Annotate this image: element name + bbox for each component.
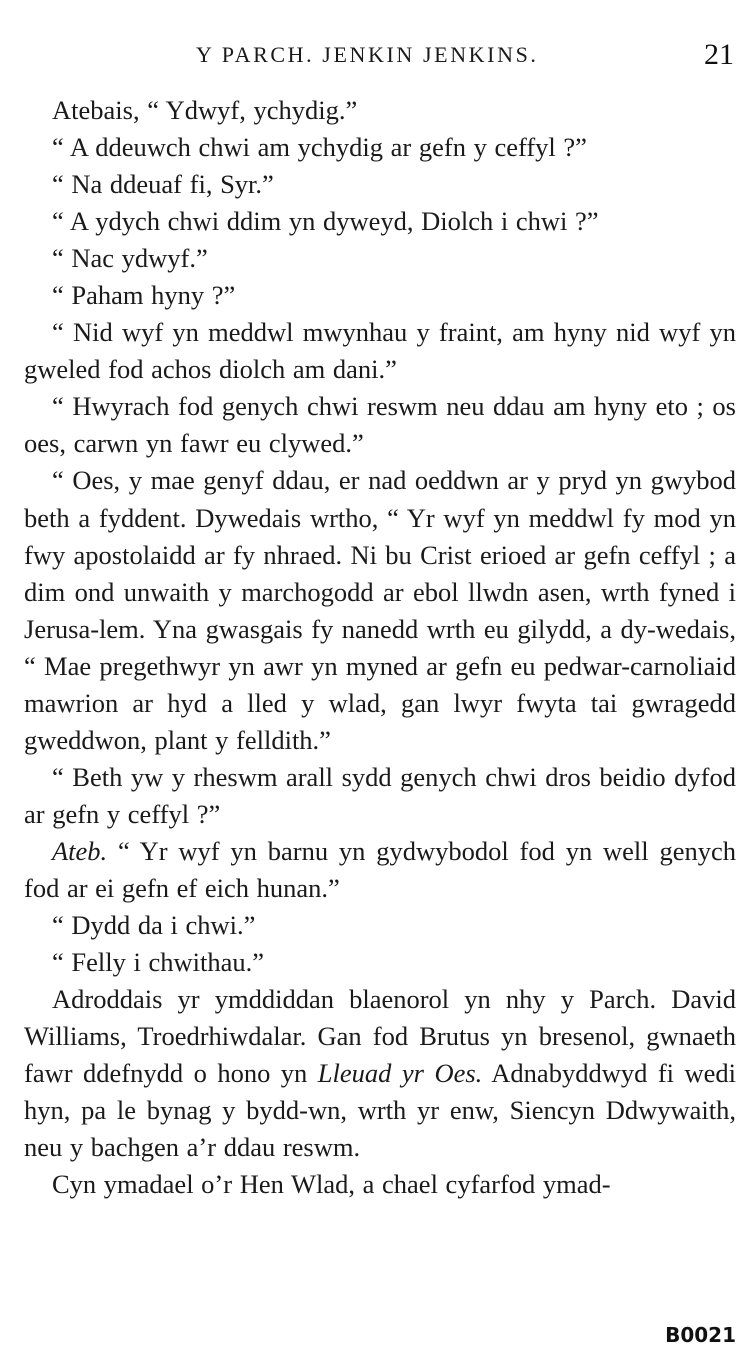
paragraph: “ Felly i chwithau.” [52, 947, 264, 978]
ateb-paragraph [24, 833, 736, 907]
paragraph: “ A ydych chwi ddim yn dyweyd, Diolch i chwi ?” [52, 206, 599, 237]
paragraph: “ Nid wyf yn meddwl mwynhau y fraint, am hyny nid wyf yn gweled fod achos diolch am dani.” [24, 317, 736, 385]
publication-title: Lleuad yr Oes. [317, 1058, 483, 1089]
paragraph: Atebais, “ Ydwyf, ychydig.” [52, 95, 358, 125]
paragraph: “ Dydd da i chwi.” [52, 910, 256, 941]
body-text [24, 92, 736, 1203]
page-header [0, 38, 754, 78]
page-number: 21 [704, 38, 734, 71]
williams-paragraph [24, 981, 736, 1166]
ateb-text: “ Yr wyf yn barnu yn gydwybodol fod yn well genych fod ar ei gefn ef eich hunan.” [24, 835, 736, 903]
williams-text-before: Adroddais yr ymddiddan blaenorol yn nhy y Parch. David Williams, Troedrhiwdalar. Gan fod Brutus yn bresenol, gwnaeth fawr ddefnydd o hono yn [24, 984, 736, 1089]
catalog-stamp: B0021 [665, 1323, 736, 1347]
williams-text-after: Adnabyddwyd fi wedi hyn, pa le bynag y bydd-wn, wrth yr enw, Siencyn Ddwywaith, neu y bachgen a’r ddau reswm. [24, 1058, 736, 1163]
paragraph: “ Nac ydwyf.” [52, 243, 208, 274]
paragraph: “ Oes, y mae genyf ddau, er nad oeddwn ar y pryd yn gwybod beth a fyddent. Dywedais wrtho, “ Yr wyf yn meddwl fy mod yn fwy apostolaidd ar fy nhraed. Ni bu Crist erioed ar gefn ceffyl ; a dim ond unwaith y marchogodd ar ebol llwdn asen, wrth fyned i Jerusa-lem. Yna gwasgais fy nanedd wrth eu gilydd, a dy-wedais, “ Mae pregethwyr yn awr yn myned ar gefn eu pedwar-carnoliaid mawrion ar hyd a lled y wlad, gan lwyr fwyta tai gwragedd gweddwon, plant y felldith.” [24, 465, 736, 755]
paragraph: “ Paham hyny ?” [52, 280, 236, 311]
running-head: Y PARCH. JENKIN JENKINS. [196, 42, 539, 67]
paragraph: “ A ddeuwch chwi am ychydig ar gefn y ceffyl ?” [52, 132, 587, 163]
paragraph: “ Na ddeuaf fi, Syr.” [52, 169, 274, 200]
ateb-label: Ateb. [52, 835, 108, 866]
paragraph: “ Beth yw y rheswm arall sydd genych chwi dros beidio dyfod ar gefn y ceffyl ?” [24, 761, 736, 829]
final-paragraph: Cyn ymadael o’r Hen Wlad, a chael cyfarfod ymad- [52, 1169, 611, 1200]
paragraph: “ Hwyrach fod genych chwi reswm neu ddau am hyny eto ; os oes, carwn yn fawr eu clywed.” [24, 391, 736, 459]
